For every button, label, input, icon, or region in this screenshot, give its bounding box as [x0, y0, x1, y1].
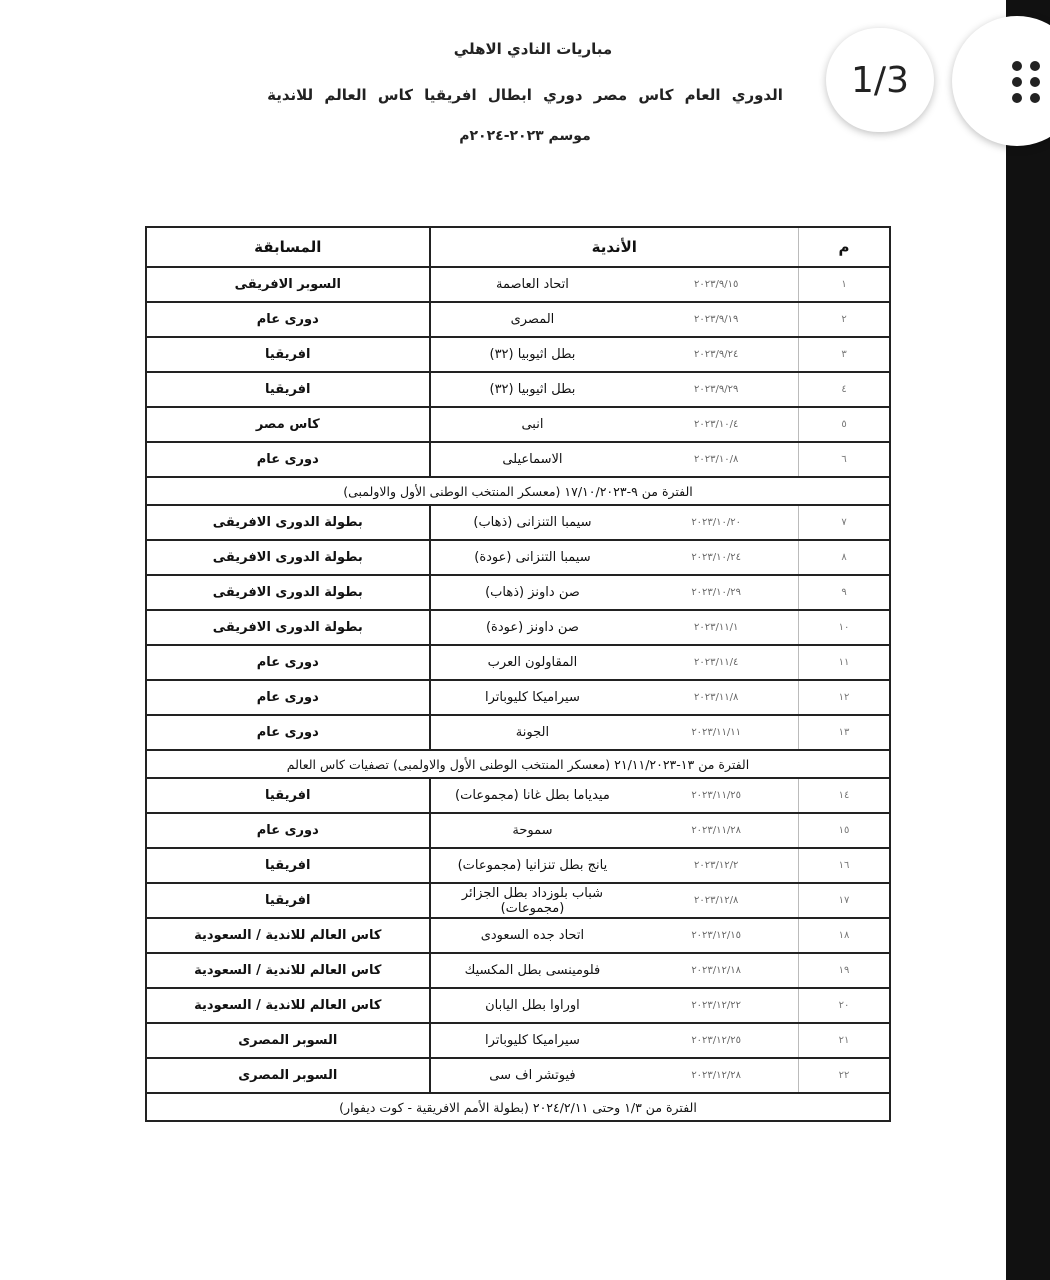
period-note: الفترة من ١٣-٢١/١١/٢٠٢٣ (معسكر المنتخب الوطنى الأول والاولمبى) تصفيات كاس العالم — [146, 750, 890, 778]
match-date-cell — [634, 267, 798, 302]
competition: كاس العالم للاندية / السعودية — [146, 953, 430, 988]
match-date: ٢٠٢٣/١٢/١٨ — [691, 965, 742, 976]
viewer-background — [1006, 0, 1050, 1280]
match-date: ٢٠٢٣/١٠/٢٩ — [691, 587, 742, 598]
row-number: ١٧ — [799, 883, 890, 918]
page-indicator-text: 1/3 — [851, 59, 909, 101]
match-date: ٢٠٢٣/٩/١٩ — [694, 314, 739, 325]
match-date: ٢٠٢٣/١٢/٨ — [694, 895, 739, 906]
competition: كاس مصر — [146, 407, 430, 442]
opponent: سيمبا التنزانى (ذهاب) — [430, 505, 635, 540]
opponent: المصرى — [430, 302, 635, 337]
document-title: مباريات النادي الاهلي — [453, 40, 613, 58]
competition: افريقيا — [146, 778, 430, 813]
table-row — [146, 575, 890, 610]
opponent: اتحاد جده السعودى — [430, 918, 635, 953]
fixtures-table — [145, 226, 891, 1122]
opponent: الجونة — [430, 715, 635, 750]
match-date-cell — [634, 645, 798, 680]
match-date: ٢٠٢٣/١٠/٤ — [694, 419, 739, 430]
opponent: اوراوا بطل اليابان — [430, 988, 635, 1023]
competition: دورى عام — [146, 442, 430, 477]
competition: افريقيا — [146, 372, 430, 407]
match-date: ٢٠٢٣/١٠/٢٠ — [691, 517, 742, 528]
match-date-cell — [634, 680, 798, 715]
opponent: فلومينسى بطل المكسيك — [430, 953, 635, 988]
row-number: ٢٢ — [799, 1058, 890, 1093]
match-date-cell — [634, 883, 798, 918]
competition: بطولة الدورى الافريقى — [146, 575, 430, 610]
table-row — [146, 918, 890, 953]
page-indicator[interactable] — [826, 28, 934, 132]
opponent: سيراميكا كليوباترا — [430, 1023, 635, 1058]
table-row — [146, 610, 890, 645]
header-teams: الأندية — [430, 227, 799, 267]
match-date-cell — [634, 505, 798, 540]
match-date: ٢٠٢٣/١٢/٢٥ — [691, 1035, 742, 1046]
match-date: ٢٠٢٣/١١/١ — [694, 622, 739, 633]
competition: بطولة الدورى الافريقى — [146, 610, 430, 645]
row-number: ٦ — [799, 442, 890, 477]
match-date-cell — [634, 813, 798, 848]
header-competition: المسابقة — [146, 227, 430, 267]
match-date: ٢٠٢٣/١١/٢٨ — [691, 825, 742, 836]
match-date-cell — [634, 715, 798, 750]
competition: كاس العالم للاندية / السعودية — [146, 918, 430, 953]
opponent: سيراميكا كليوباترا — [430, 680, 635, 715]
competition: دورى عام — [146, 813, 430, 848]
row-number: ١٨ — [799, 918, 890, 953]
match-date: ٢٠٢٣/٩/١٥ — [694, 279, 739, 290]
opponent: الاسماعيلى — [430, 442, 635, 477]
row-number: ١ — [799, 267, 890, 302]
competition: افريقيا — [146, 883, 430, 918]
competition: السوبر المصرى — [146, 1023, 430, 1058]
row-number: ٥ — [799, 407, 890, 442]
competition: السوبر المصرى — [146, 1058, 430, 1093]
match-date: ٢٠٢٣/١١/٢٥ — [691, 790, 742, 801]
competitions-line: الدوري العام كاس مصر دوري ابطال افريقيا كاس العالم للاندية — [267, 86, 783, 104]
opponent: انبى — [430, 407, 635, 442]
competition: بطولة الدورى الافريقى — [146, 540, 430, 575]
opponent: شباب بلوزداد بطل الجزائر (مجموعات) — [430, 883, 635, 918]
match-date: ٢٠٢٣/١٢/٢ — [694, 860, 739, 871]
row-number: ١٤ — [799, 778, 890, 813]
match-date-cell — [634, 1023, 798, 1058]
table-row — [146, 715, 890, 750]
row-number: ١٦ — [799, 848, 890, 883]
table-row — [146, 848, 890, 883]
period-note: الفترة من ١/٣ وحتى ٢٠٢٤/٢/١١ (بطولة الأمم الافريقية - كوت ديفوار) — [146, 1093, 890, 1121]
more-dots-icon — [1012, 61, 1040, 103]
opponent: بطل اثيوبيا (٣٢) — [430, 372, 635, 407]
header-num: م — [799, 227, 890, 267]
match-date: ٢٠٢٣/١١/١١ — [691, 727, 742, 738]
table-row — [146, 778, 890, 813]
period-note-row — [146, 477, 890, 505]
match-date-cell — [634, 988, 798, 1023]
period-note-row — [146, 750, 890, 778]
opponent: صن داونز (ذهاب) — [430, 575, 635, 610]
opponent: بطل اثيوبيا (٣٢) — [430, 337, 635, 372]
competition: دورى عام — [146, 302, 430, 337]
table-row — [146, 302, 890, 337]
table-row — [146, 337, 890, 372]
row-number: ١٩ — [799, 953, 890, 988]
match-date-cell — [634, 407, 798, 442]
competition: دورى عام — [146, 715, 430, 750]
competition: كاس العالم للاندية / السعودية — [146, 988, 430, 1023]
opponent: صن داونز (عودة) — [430, 610, 635, 645]
competition: افريقيا — [146, 848, 430, 883]
match-date: ٢٠٢٣/١٠/٢٤ — [691, 552, 742, 563]
opponent: سموحة — [430, 813, 635, 848]
season-label: موسم ٢٠٢٣-٢٠٢٤م — [459, 128, 591, 144]
match-date-cell — [634, 1058, 798, 1093]
row-number: ٧ — [799, 505, 890, 540]
table-row — [146, 953, 890, 988]
row-number: ٢٠ — [799, 988, 890, 1023]
match-date: ٢٠٢٣/١٠/٨ — [694, 454, 739, 465]
opponent: ميدياما بطل غانا (مجموعات) — [430, 778, 635, 813]
match-date: ٢٠٢٣/١٢/١٥ — [691, 930, 742, 941]
table-row — [146, 680, 890, 715]
match-date: ٢٠٢٣/١٢/٢٢ — [691, 1000, 742, 1011]
match-date-cell — [634, 848, 798, 883]
match-date-cell — [634, 442, 798, 477]
match-date-cell — [634, 337, 798, 372]
match-date-cell — [634, 372, 798, 407]
match-date-cell — [634, 540, 798, 575]
opponent: يانج بطل تنزانيا (مجموعات) — [430, 848, 635, 883]
period-note-row — [146, 1093, 890, 1121]
match-date-cell — [634, 918, 798, 953]
table-row — [146, 505, 890, 540]
match-date: ٢٠٢٣/٩/٢٤ — [694, 349, 739, 360]
table-row — [146, 1058, 890, 1093]
match-date: ٢٠٢٣/١١/٨ — [694, 692, 739, 703]
match-date-cell — [634, 610, 798, 645]
row-number: ١٠ — [799, 610, 890, 645]
match-date-cell — [634, 778, 798, 813]
row-number: ٢ — [799, 302, 890, 337]
table-row — [146, 267, 890, 302]
table-row — [146, 540, 890, 575]
competition: دورى عام — [146, 645, 430, 680]
row-number: ٩ — [799, 575, 890, 610]
table-row — [146, 645, 890, 680]
row-number: ١٥ — [799, 813, 890, 848]
table-row — [146, 988, 890, 1023]
table-row — [146, 372, 890, 407]
row-number: ١٢ — [799, 680, 890, 715]
opponent: المقاولون العرب — [430, 645, 635, 680]
match-date: ٢٠٢٣/٩/٢٩ — [694, 384, 739, 395]
opponent: اتحاد العاصمة — [430, 267, 635, 302]
row-number: ٢١ — [799, 1023, 890, 1058]
match-date: ٢٠٢٣/١١/٤ — [694, 657, 739, 668]
table-row — [146, 813, 890, 848]
competition: افريقيا — [146, 337, 430, 372]
competition: دورى عام — [146, 680, 430, 715]
table-header — [146, 227, 890, 267]
match-date-cell — [634, 575, 798, 610]
period-note: الفترة من ٩-١٧/١٠/٢٠٢٣ (معسكر المنتخب الوطنى الأول والاولمبى) — [146, 477, 890, 505]
row-number: ٤ — [799, 372, 890, 407]
opponent: سيمبا التنزانى (عودة) — [430, 540, 635, 575]
match-date-cell — [634, 302, 798, 337]
opponent: فيوتشر اف سى — [430, 1058, 635, 1093]
row-number: ١٣ — [799, 715, 890, 750]
table-row — [146, 1023, 890, 1058]
match-date-cell — [634, 953, 798, 988]
match-date: ٢٠٢٣/١٢/٢٨ — [691, 1070, 742, 1081]
row-number: ١١ — [799, 645, 890, 680]
row-number: ٣ — [799, 337, 890, 372]
table-row — [146, 407, 890, 442]
competition: السوبر الافريقى — [146, 267, 430, 302]
row-number: ٨ — [799, 540, 890, 575]
competition: بطولة الدورى الافريقى — [146, 505, 430, 540]
table-row — [146, 883, 890, 918]
table-row — [146, 442, 890, 477]
